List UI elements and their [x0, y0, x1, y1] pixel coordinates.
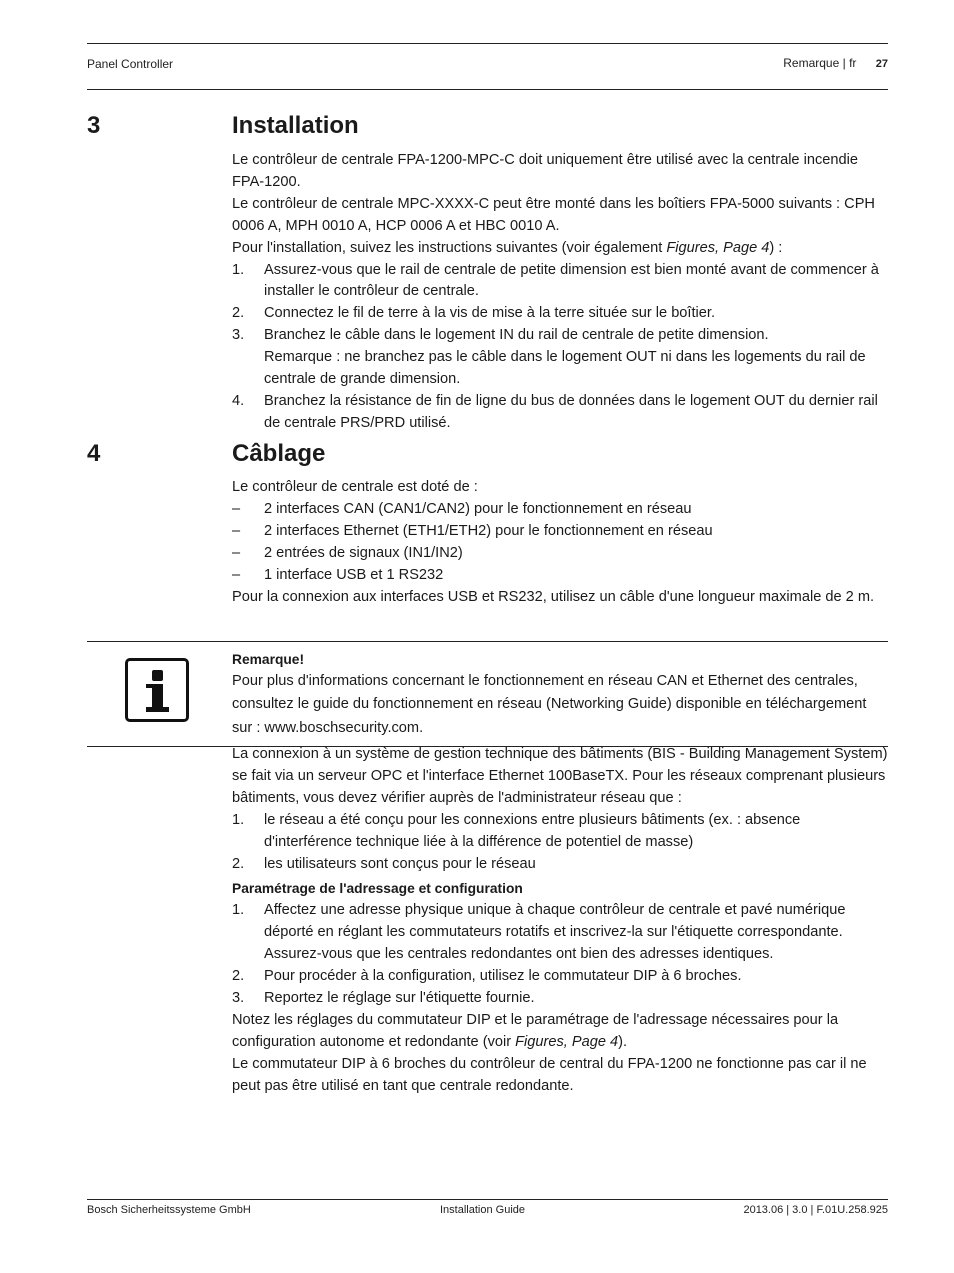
bms-paragraph-3: Le commutateur DIP à 6 broches du contrôleur de central du FPA-1200 ne fonctionne pas car il ne peut pas être utilisé en tant que centrale redondante.	[232, 1055, 867, 1094]
list-item: 4. Branchez la résistance de fin de ligne du bus de données dans le logement OUT du dernier rail de centrale PRS/PRD utilisé.	[232, 392, 878, 431]
step-note: Remarque : ne branchez pas le câble dans le logement OUT ni dans les logements du rail de centrale de grande dimension.	[264, 349, 866, 388]
installation-paragraph-2: Le contrôleur de centrale MPC-XXXX-C peut être monté dans les boîtiers FPA-5000 suivants : CPH 0006 A, MPH 0010 A, HCP 0006 A et HBC 0010 A.	[232, 195, 875, 234]
list-item: 2. les utilisateurs sont conçus pour le réseau	[232, 855, 536, 872]
figures-reference: Figures, Page 4	[515, 1033, 619, 1050]
list-item: 3. Branchez le câble dans le logement IN du rail de centrale de petite dimension. Remarque : ne branchez pas le câble dans le logement OUT ni dans les logements du rail de centrale de grande dimension.	[232, 327, 866, 388]
installation-steps	[232, 260, 888, 435]
installation-paragraph-1: Le contrôleur de centrale FPA-1200-MPC-C doit uniquement être utilisé avec la centrale incendie FPA-1200.	[232, 152, 858, 190]
list-item: 2. Connectez le fil de terre à la vis de mise à la terre située sur le boîtier.	[232, 305, 716, 322]
section-number-4: 4	[87, 440, 101, 467]
section-number-3: 3	[87, 112, 101, 139]
page-number: 27	[875, 58, 888, 70]
list-item: – 2 entrées de signaux (IN1/IN2)	[232, 544, 463, 561]
header-section-label	[783, 56, 888, 70]
notice-title: Remarque!	[232, 652, 305, 667]
cablage-intro: Le contrôleur de centrale est doté de :	[232, 479, 478, 495]
list-item: 1. le réseau a été conçu pour les connexions entre plusieurs bâtiments (ex. : absence d'interférence technique liée à la différence de potentiel de masse)	[232, 811, 801, 850]
interfaces-list	[232, 499, 888, 587]
bms-checks	[232, 810, 888, 876]
header-product-name: Panel Controller	[87, 57, 174, 71]
bms-paragraph-1: La connexion à un système de gestion technique des bâtiments (BIS - Building Management System) se fait via un serveur OPC et l'interface Ethernet 100BaseTX. Pour les réseaux comprenant plusieurs bâtiments, vous devez vérifier auprès de l'administrateur réseau que :	[232, 746, 888, 806]
notice-top-rule	[87, 641, 888, 642]
notice-text: Pour plus d'informations concernant le fonctionnement en réseau CAN et Ethernet des centrales, consultez le guide du fonctionnement en réseau (Networking Guide) disponible en téléchargement sur : www.boschsecurity.com.	[232, 672, 867, 736]
footer-doc-title: Installation Guide	[440, 1204, 525, 1216]
section-title-cablage: Câblage	[232, 440, 326, 467]
list-item: 3. Reportez le réglage sur l'étiquette fournie.	[232, 989, 535, 1006]
cablage-outro: Pour la connexion aux interfaces USB et RS232, utilisez un câble d'une longueur maximale de 2 m.	[232, 588, 875, 605]
footer-rule	[87, 1199, 888, 1200]
cablage-body	[232, 477, 888, 608]
list-item: 1. Affectez une adresse physique unique à chaque contrôleur de centrale et pavé numérique déporté en réglant les commutateurs rotatifs et inscrivez-la sur l'étiquette correspondante. Assurez-vous que les centrales redondantes ont bien des adresses identiques.	[232, 902, 846, 963]
addressing-steps	[232, 900, 888, 1010]
figures-reference: Figures, Page 4	[666, 239, 770, 256]
installation-body	[232, 150, 888, 435]
section-title-installation: Installation	[232, 112, 359, 139]
header-top-rule	[87, 43, 888, 44]
list-item: – 1 interface USB et 1 RS232	[232, 566, 444, 583]
header-chapter: Remarque | fr	[783, 56, 857, 70]
footer-doc-version: 2013.06 | 3.0 | F.01U.258.925	[743, 1204, 888, 1216]
addressing-subheading: Paramétrage de l'adressage et configuration	[232, 881, 523, 897]
bms-body	[232, 744, 888, 1098]
header-bottom-rule	[87, 89, 888, 90]
list-item: – 2 interfaces CAN (CAN1/CAN2) pour le fonctionnement en réseau	[232, 500, 692, 517]
list-item: 1. Assurez-vous que le rail de centrale de petite dimension est bien monté avant de commencer à installer le contrôleur de centrale.	[232, 261, 879, 300]
info-icon	[125, 658, 189, 722]
notice-content	[232, 648, 888, 740]
list-item: 2. Pour procéder à la configuration, utilisez le commutateur DIP à 6 broches.	[232, 968, 742, 985]
list-item: – 2 interfaces Ethernet (ETH1/ETH2) pour le fonctionnement en réseau	[232, 522, 713, 539]
footer-company: Bosch Sicherheitssysteme GmbH	[87, 1204, 251, 1216]
bms-paragraph-2: Notez les réglages du commutateur DIP et le paramétrage de l'adressage nécessaires pour la configuration autonome et redondante (voir Figures, Page 4).	[232, 1011, 839, 1050]
installation-paragraph-3: Pour l'installation, suivez les instructions suivantes (voir également Figures, Page 4) :	[232, 239, 783, 256]
